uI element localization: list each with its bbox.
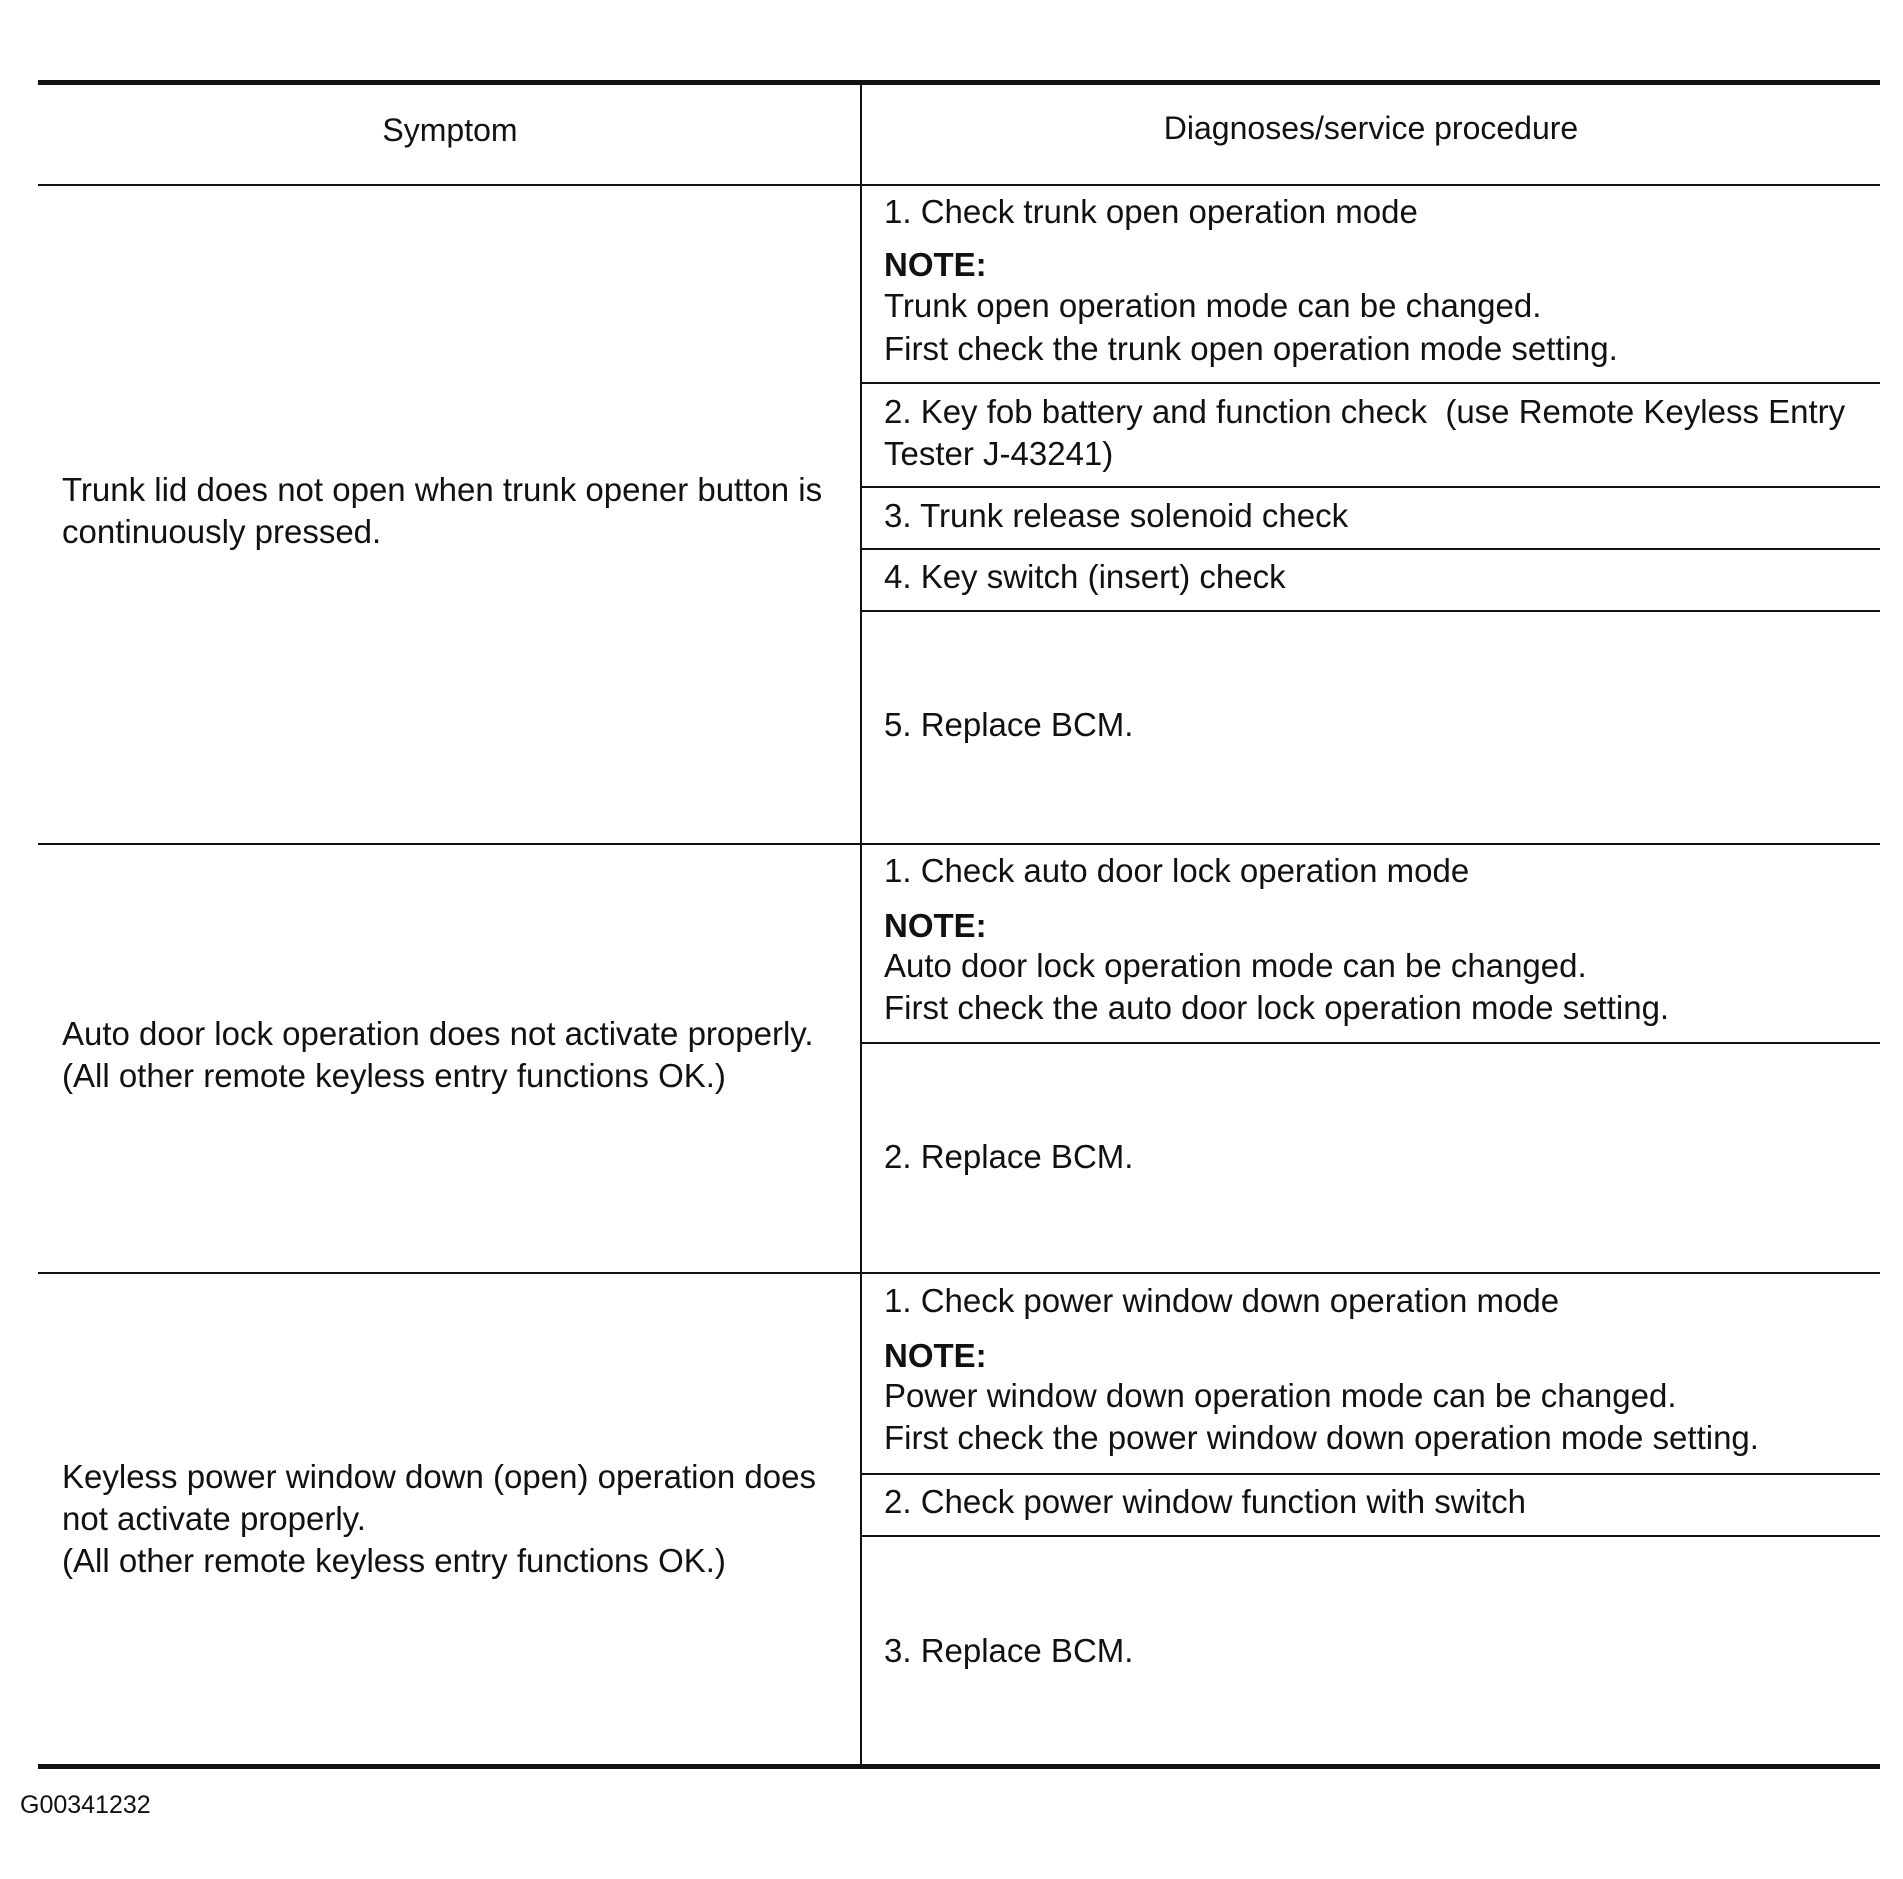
table-bottom-rule — [38, 1764, 1880, 1769]
row1-step-rule — [861, 610, 1880, 612]
header-bottom-rule — [38, 184, 1880, 186]
row2-note-line: Auto door lock operation mode can be changed. — [884, 947, 1587, 984]
row3-step-rule — [861, 1473, 1880, 1475]
row3-step-title: 2. Check power window function with switch — [884, 1483, 1526, 1520]
row1-symptom-line: continuously pressed. — [62, 513, 382, 550]
row1-step-title: Tester J-43241) — [884, 435, 1114, 472]
row1-step-title: 4. Key switch (insert) check — [884, 558, 1286, 595]
row2-symptom-line: (All other remote keyless entry functions OK.) — [62, 1057, 726, 1094]
row1-step-rule — [861, 548, 1880, 550]
header-symptom: Symptom — [382, 112, 518, 148]
row2-symptom-line: Auto door lock operation does not activate properly. — [62, 1015, 814, 1052]
row3-symptom-line: Keyless power window down (open) operation does — [62, 1458, 816, 1495]
row1-note-label: NOTE: — [884, 246, 987, 283]
row2-bottom-rule — [38, 1272, 1880, 1274]
row1-step-title: 2. Key fob battery and function check (use Remote Keyless Entry — [884, 393, 1846, 430]
row3-symptom-line: (All other remote keyless entry functions OK.) — [62, 1542, 726, 1579]
row2-step-title: 1. Check auto door lock operation mode — [884, 852, 1470, 889]
row1-step-rule — [861, 486, 1880, 488]
column-divider — [860, 82, 862, 1766]
row1-bottom-rule — [38, 843, 1880, 845]
row3-step-rule — [861, 1535, 1880, 1537]
figure-id: G00341232 — [20, 1791, 151, 1819]
row3-symptom-line: not activate properly. — [62, 1500, 366, 1537]
row3-note-line: First check the power window down operation mode setting. — [884, 1419, 1759, 1456]
row1-note-line: First check the trunk open operation mode setting. — [884, 330, 1618, 367]
table-top-rule — [38, 80, 1880, 85]
row1-step-title: 5. Replace BCM. — [884, 706, 1134, 743]
row1-symptom-line: Trunk lid does not open when trunk opener button is — [62, 471, 823, 508]
row1-note-line: Trunk open operation mode can be changed. — [884, 287, 1542, 324]
row1-step-title: 1. Check trunk open operation mode — [884, 193, 1418, 230]
row2-note-line: First check the auto door lock operation mode setting. — [884, 989, 1670, 1026]
row1-step-title: 3. Trunk release solenoid check — [884, 497, 1349, 534]
row3-step-title: 3. Replace BCM. — [884, 1632, 1134, 1669]
row2-step-title: 2. Replace BCM. — [884, 1138, 1134, 1175]
row3-note-line: Power window down operation mode can be changed. — [884, 1377, 1677, 1414]
row2-step-rule — [861, 1042, 1880, 1044]
row3-step-title: 1. Check power window down operation mode — [884, 1282, 1560, 1319]
row3-note-label: NOTE: — [884, 1337, 987, 1374]
row2-note-label: NOTE: — [884, 907, 987, 944]
row1-step-rule — [861, 382, 1880, 384]
header-procedure: Diagnoses/service procedure — [1163, 110, 1579, 146]
